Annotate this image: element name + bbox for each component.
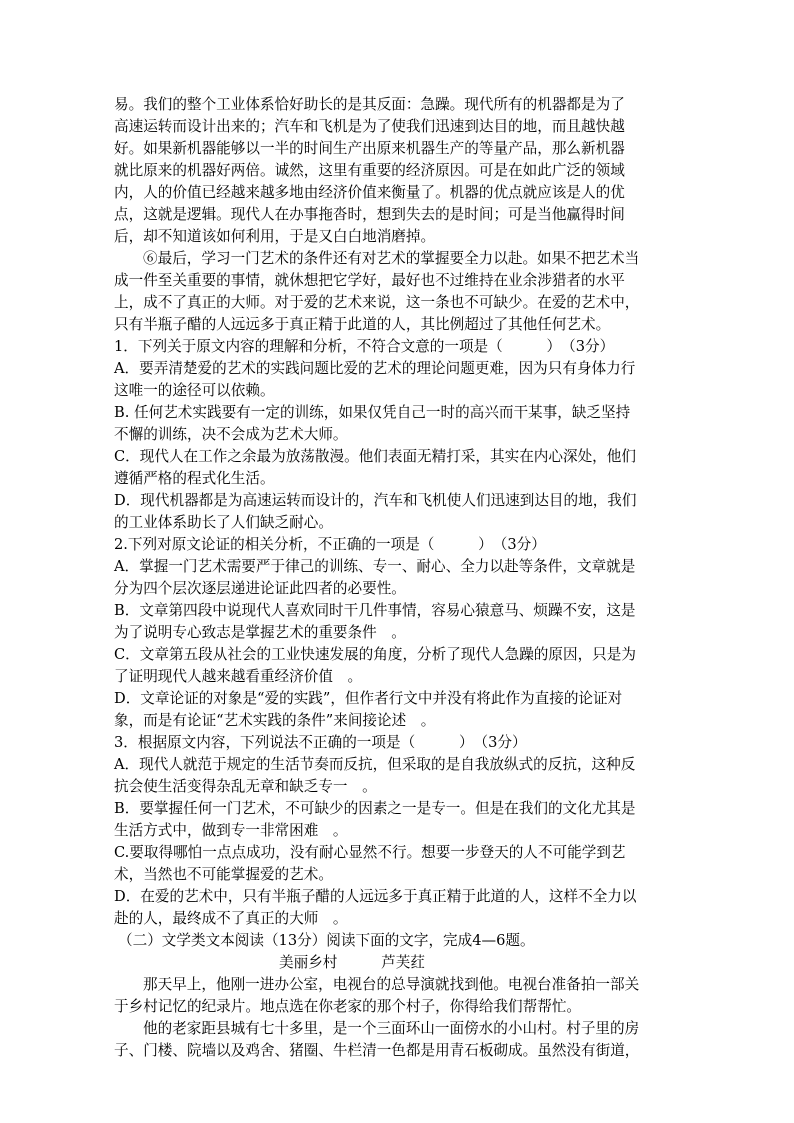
text-line: C．现代人在工作之余最为放荡散漫。他们表面无精打采，其实在内心深处，他们 — [114, 448, 636, 465]
text-line: 生活方式中，做到专一非常困难 。 — [114, 822, 348, 839]
text-line: （二）文学类文本阅读（13分）阅读下面的文字，完成4—6题。 — [118, 932, 535, 949]
text-line: 了证明现代人越来越看重经济价值 。 — [114, 668, 363, 685]
text-line: 高速运转而设计出来的；汽车和飞机是为了使我们迅速到达目的地，而且越快越 — [114, 118, 625, 135]
text-line: 那天早上，他刚一进办公室，电视台的总导演就找到他。电视台准备拍一部关 — [143, 976, 640, 993]
text-line: 2.下列对原文论证的相关分析，不正确的一项是（ ） （3分） — [114, 536, 546, 553]
text-line: A．现代人就范于规定的生活节奏而反抗，但采取的是自我放纵式的反抗，这种反 — [114, 756, 636, 773]
text-line: 术，当然也不可能掌握爱的艺术。 — [114, 866, 333, 883]
text-line: 好。如果新机器能够以一半的时间生产出原来机器生产的等量产品，那么新机器 — [114, 140, 625, 157]
text-line: 象，而是有论证“艺术实践的条件”来间接论述 。 — [114, 712, 436, 729]
text-line: 抗会使生活变得杂乱无章和缺乏专一 。 — [114, 778, 377, 795]
text-line: 只有半瓶子醋的人远远多于真正精于此道的人，其比例超过了其他任何艺术。 — [114, 316, 611, 333]
text-line: C．文章第五段从社会的工业快速发展的角度，分析了现代人急躁的原因，只是为 — [114, 646, 636, 663]
text-line: 于乡村记忆的纪录片。地点选在你老家的那个村子，你得给我们帮帮忙。 — [114, 998, 582, 1015]
text-line: D．文章论证的对象是“爱的实践”，但作者行文中并没有将此作为直接的论证对 — [114, 690, 623, 707]
text-line: 3．根据原文内容，下列说法不正确的一项是（ ） （3分） — [114, 734, 527, 751]
text-line: D．在爱的艺术中，只有半瓶子醋的人远远多于真正精于此道的人，这样不全力以 — [114, 888, 637, 905]
text-line: 的工业体系助长了人们缺乏耐心。 — [114, 514, 333, 531]
text-line: 1．下列关于原文内容的理解和分析，不符合文意的一项是（ ） （3分） — [114, 338, 615, 355]
text-line: 成一件至关重要的事情，就休想把它学好，最好也不过维持在业余涉猎者的水平 — [114, 272, 625, 289]
text-line: 后，却不知道该如何利用，于是又白白地消磨掉。 — [114, 228, 436, 245]
text-line: 内，人的价值已经越来越多地由经济价值来衡量了。机器的优点就应该是人的优 — [114, 184, 625, 201]
document-page — [114, 94, 684, 1062]
text-line: B．要掌握任何一门艺术，不可缺少的因素之一是专一。但是在我们的文化尤其是 — [114, 800, 636, 817]
text-line: 为了说明专心致志是掌握艺术的重要条件 。 — [114, 624, 406, 641]
text-line: 上，成不了真正的大师。对于爱的艺术来说，这一条也不可缺少。在爱的艺术中， — [114, 294, 640, 311]
text-line: A．掌握一门艺术需要严于律己的训练、专一、耐心、全力以赴等条件，文章就是 — [114, 558, 636, 575]
text-line: 遵循严格的程式化生活。 — [114, 470, 275, 487]
text-line: A．要弄清楚爱的艺术的实践问题比爱的艺术的理论问题更难，因为只有身体力行 — [114, 360, 636, 377]
text-line: ⑥最后，学习一门艺术的条件还有对艺术的掌握要全力以赴。如果不把艺术当 — [143, 250, 640, 267]
text-line: 他的老家距县城有七十多里，是一个三面环山一面傍水的小山村。村子里的房 — [143, 1020, 640, 1037]
text-line: B．文章第四段中说现代人喜欢同时干几件事情，容易心猿意马、烦躁不安，这是 — [114, 602, 636, 619]
text-line: 美丽乡村 芦芙荭 — [279, 954, 425, 971]
text-line: D．现代机器都是为高速运转而设计的，汽车和飞机使人们迅速到达目的地，我们 — [114, 492, 637, 509]
text-line: 赴的人，最终成不了真正的大师 。 — [114, 910, 348, 927]
text-line: 子、门楼、院墙以及鸡舍、猪圈、牛栏清一色都是用青石板砌成。虽然没有街道， — [114, 1042, 640, 1059]
text-line: B. 任何艺术实践要有一定的训练，如果仅凭自己一时的高兴而干某事，缺乏坚持 — [114, 404, 631, 421]
text-line: 点，这就是逻辑。现代人在办事拖沓时，想到失去的是时间；可是当他赢得时间 — [114, 206, 625, 223]
text-line: C.要取得哪怕一点点成功，没有耐心显然不行。想要一步登天的人不可能学到艺 — [114, 844, 626, 861]
text-line: 这唯一的途径可以依赖。 — [114, 382, 275, 399]
text-line: 分为四个层次逐层递进论证此四者的必要性。 — [114, 580, 406, 597]
text-line: 不懈的训练，决不会成为艺术大师。 — [114, 426, 348, 443]
text-line: 易。我们的整个工业体系恰好助长的是其反面：急躁。现代所有的机器都是为了 — [114, 96, 625, 113]
text-line: 就比原来的机器好两倍。诚然，这里有重要的经济原因。可是在如此广泛的领域 — [114, 162, 625, 179]
